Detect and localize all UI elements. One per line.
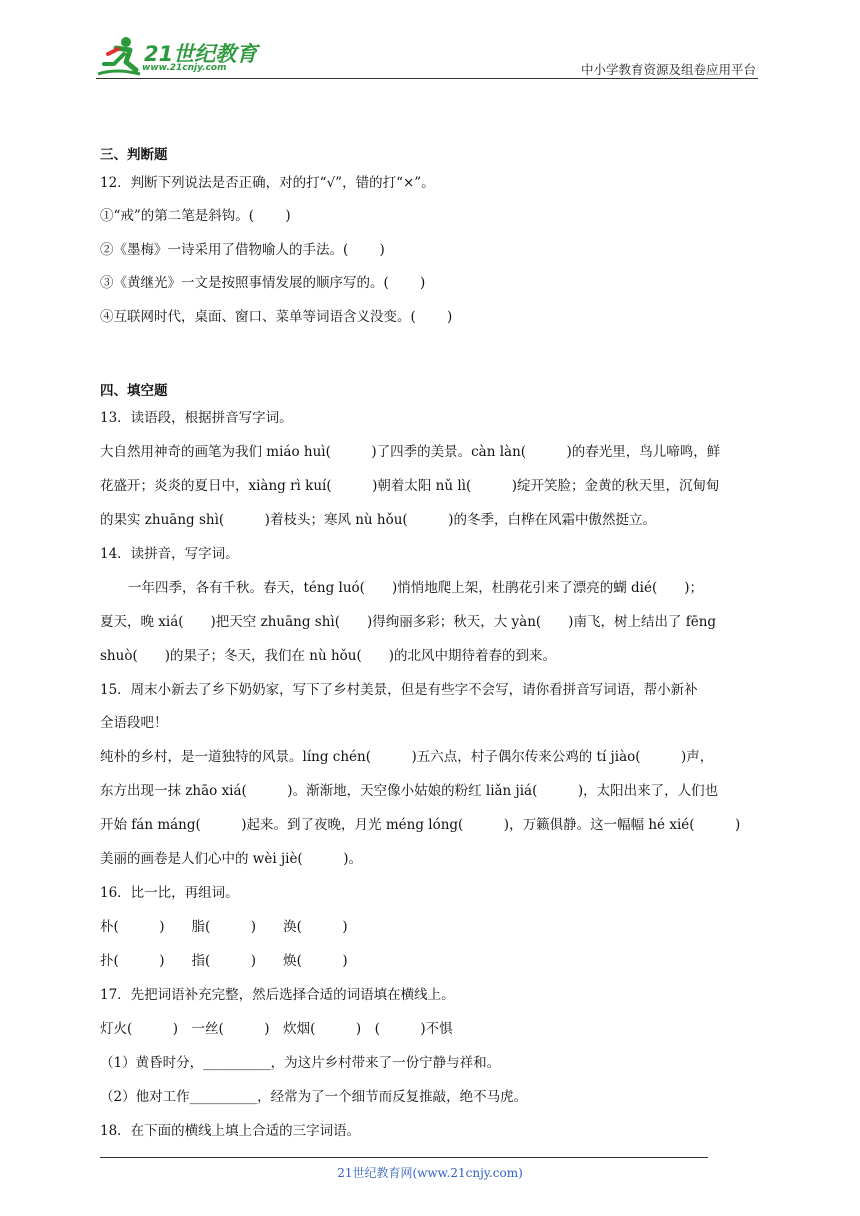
page-header: [0, 0, 860, 90]
question-14-line: 夏天，晚 xiá( )把天空 zhuāng shì( )得绚丽多彩；秋天，大 yàn( )南飞，树上结出了 fēng: [100, 614, 717, 630]
logo-url: www.21cnjy.com: [142, 63, 227, 73]
question-15-line: 美丽的画卷是人们心中的 wèi jiè( )。: [100, 851, 362, 867]
question-12-item: ④互联网时代，桌面、窗口、菜单等词语含义没变。( ): [100, 309, 453, 325]
question-15-line: 纯朴的乡村，是一道独特的风景。líng chén( )五六点，村子偶尔传来公鸡的 tí jiào( )声，: [100, 749, 714, 765]
question-15-stem: 全语段吧！: [100, 715, 168, 731]
question-13-line: 的果实 zhuāng shì( )着枝头；寒风 nù hǒu( )的冬季，白桦在风霜中傲然挺立。: [100, 512, 656, 528]
question-16-row: 朴( ) 脂( ) 涣( ): [100, 919, 348, 935]
header-divider: [96, 78, 758, 79]
question-12-item: ②《墨梅》一诗采用了借物喻人的手法。( ): [100, 242, 385, 258]
section-title-fill-blank: 四、填空题: [100, 383, 168, 399]
question-15-line: 东方出现一抹 zhāo xiá( )。渐渐地，天空像小姑娘的粉红 liǎn jiá( )，太阳出来了，人们也: [100, 783, 719, 799]
question-17-words: 灯火( ) 一丝( ) 炊烟( ) ( )不惧: [100, 1021, 453, 1037]
runner-logo-icon: [96, 34, 144, 80]
question-17-item: （1）黄昏时分，__________，为这片乡村带来了一份宁静与祥和。: [100, 1055, 501, 1071]
logo-title: 21世纪教育: [144, 42, 258, 66]
question-17-item: （2）他对工作__________，经常为了一个细节而反复推敲，绝不马虎。: [100, 1089, 528, 1105]
question-13-line: 花盛开；炎炎的夏日中，xiàng rì kuí( )朝着太阳 nǔ lì( )绽开笑脸；金黄的秋天里，沉甸甸: [100, 478, 720, 494]
footer-link[interactable]: 21世纪教育网(www.21cnjy.com): [337, 1166, 523, 1180]
question-17-stem: 17．先把词语补充完整，然后选择合适的词语填在横线上。: [100, 987, 455, 1003]
section-title-judgment: 三、判断题: [100, 147, 168, 163]
question-12-item: ③《黄继光》一文是按照事情发展的顺序写的。( ): [100, 275, 426, 291]
question-15-line: 开始 fán máng( )起来。到了夜晚，月光 méng lóng( )，万籁俱静。这一幅幅 hé xié( ): [100, 817, 741, 833]
question-15-stem: 15．周末小新去了乡下奶奶家，写下了乡村美景，但是有些字不会写，请你看拼音写词语，帮小新补: [100, 682, 698, 698]
question-14-line: 一年四季，各有千秋。春天，téng luó( )悄悄地爬上架，杜鹃花引来了漂亮的蝴 dié( )；: [128, 580, 703, 596]
platform-name: 中小学教育资源及组卷应用平台: [580, 62, 756, 77]
question-18-stem: 18．在下面的横线上填上合适的三字词语。: [100, 1123, 361, 1139]
footer-divider: [100, 1157, 708, 1158]
question-16-stem: 16．比一比，再组词。: [100, 885, 239, 901]
question-14-line: shuò( )的果子；冬天，我们在 nù hǒu( )的北风中期待着春的到来。: [100, 648, 556, 664]
question-12-stem: 12．判断下列说法是否正确，对的打“√”，错的打“×”。: [100, 175, 435, 191]
question-12-item: ①“戒”的第二笔是斜钩。( ): [100, 208, 291, 224]
question-16-row: 扑( ) 指( ) 焕( ): [100, 953, 348, 969]
question-13-stem: 13．读语段，根据拼音写字词。: [100, 410, 293, 426]
question-13-line: 大自然用神奇的画笔为我们 miáo huì( )了四季的美景。càn làn( )的春光里，鸟儿啼鸣，鲜: [100, 444, 721, 460]
question-14-stem: 14．读拼音，写字词。: [100, 546, 239, 562]
site-logo[interactable]: [96, 34, 266, 80]
